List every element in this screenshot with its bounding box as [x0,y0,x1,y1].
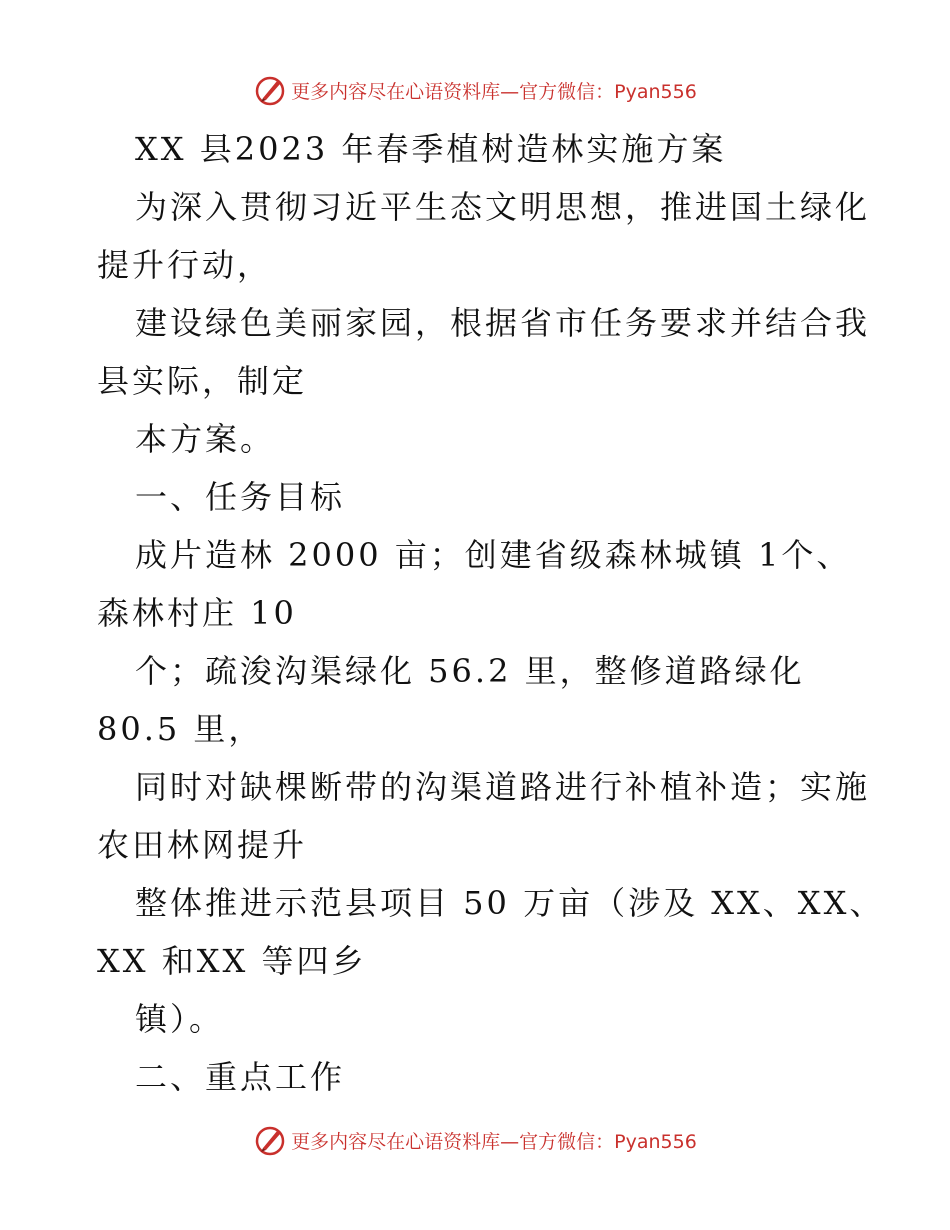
watermark-bottom [0,1120,950,1160]
document-line: 建设绿色美丽家园，根据省市任务要求并结合我 [135,304,871,342]
document-line: 县实际，制定 [97,362,308,400]
document-line: 成片造林 2000 亩；创建省级森林城镇 1个、 [135,536,852,574]
document-line: 本方案。 [135,420,276,458]
document-line: XX 和XX 等四乡 [97,942,367,980]
document-line: 为深入贯彻习近平生态文明思想，推进国土绿化 [135,188,871,226]
document-line: 镇）。 [135,1000,225,1038]
document-line: 森林村庄 10 [97,594,297,632]
document-line: 个；疏浚沟渠绿化 56.2 里，整修道路绿化 [135,652,805,690]
document-line: XX 县2023 年春季植树造林实施方案 [135,130,727,168]
document-line: 提升行动， [97,246,273,284]
document-line: 80.5 里， [97,710,264,748]
document-line: 二、重点工作 [135,1058,346,1096]
document-line: 整体推进示范县项目 50 万亩（涉及 XX、XX、 [135,884,885,922]
pen-logo-icon [253,1123,287,1157]
document-line: 同时对缺棵断带的沟渠道路进行补植补造；实施 [135,768,871,806]
watermark-top [0,70,950,110]
document-line: 农田林网提升 [97,826,308,864]
document-line: 一、任务目标 [135,478,346,516]
pen-logo-icon [253,73,287,107]
watermark-bottom-text: 更多内容尽在心语资料库—官方微信：Pyan556 [291,1130,697,1153]
watermark-top-text: 更多内容尽在心语资料库—官方微信：Pyan556 [291,80,697,103]
document-body [97,120,885,1106]
